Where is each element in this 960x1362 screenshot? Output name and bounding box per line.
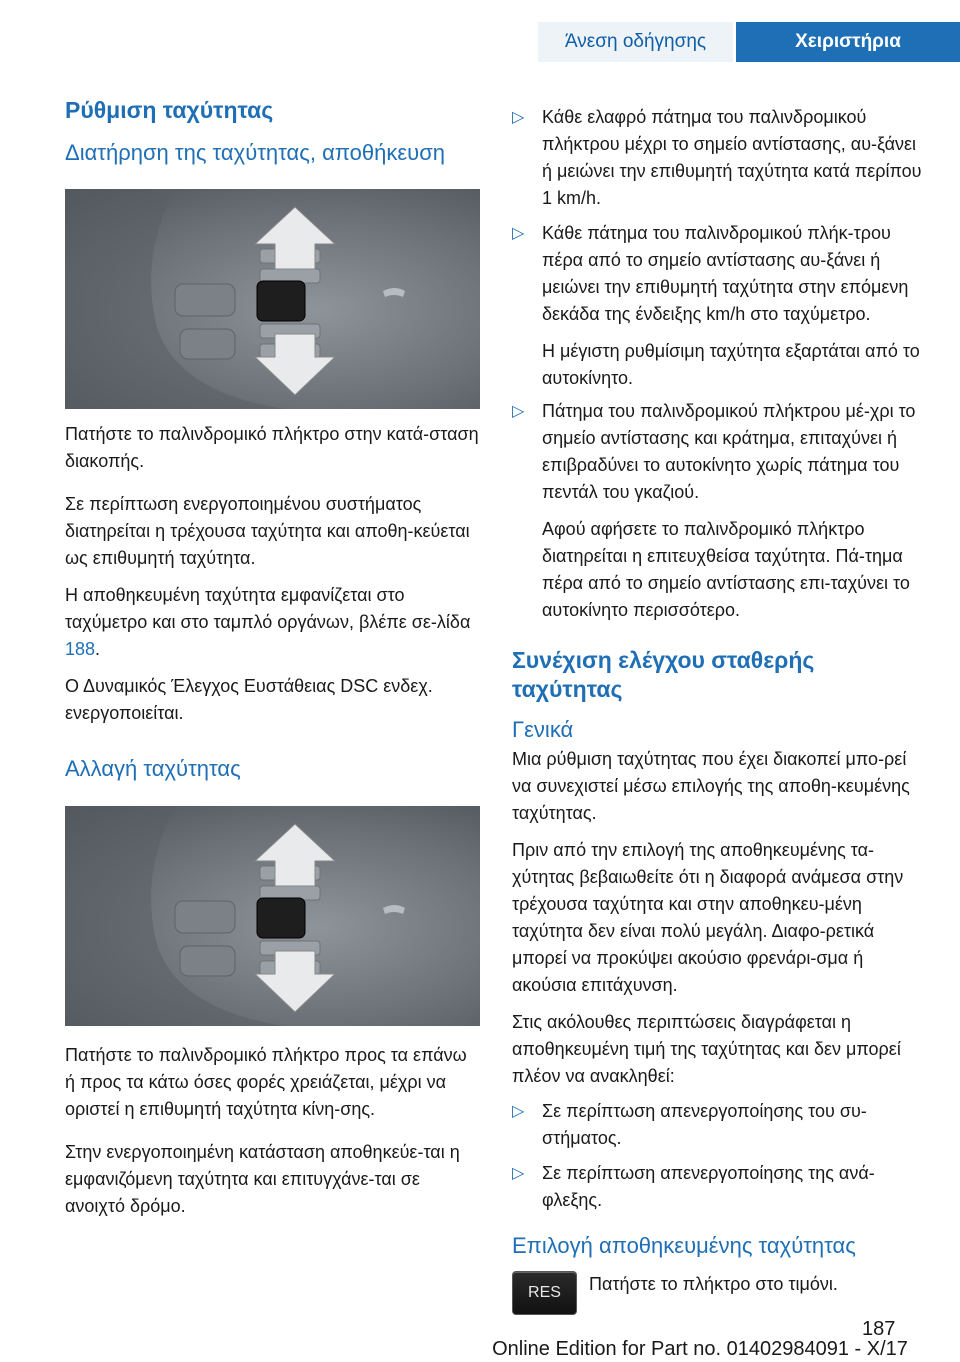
triangle-bullet-icon: ▷	[512, 1103, 525, 1121]
res-instruction	[512, 1271, 927, 1315]
paragraph-deleted-cases: Στις ακόλουθες περιπτώσεις διαγράφεται η αποθηκευμένη τιμή της ταχύτητας και δεν μπορεί πλέον να ανακληθεί:	[512, 1012, 901, 1087]
page-header	[0, 0, 960, 62]
left-column	[65, 96, 480, 1220]
subsection-title-change-speed: Αλλαγή ταχύτητας	[65, 756, 241, 782]
triangle-bullet-icon: ▷	[512, 109, 525, 126]
paragraph-resume-intro: Μια ρύθμιση ταχύτητας που έχει διακοπεί μπο-ρεί να συνεχιστεί μέσω επιλογής της αποθη-κευμένης ταχύτητας.	[512, 749, 910, 824]
list-item: ▷ Σε περίπτωση απενεργοποίησης του συ-στήματος.	[512, 1098, 927, 1152]
paragraph-dsc: Ο Δυναμικός Έλεγχος Ευστάθειας DSC ενδεχ. ενεργοποιείται.	[65, 676, 433, 724]
page-footer: Online Edition for Part no. 01402984091 - X/17	[492, 1338, 908, 1360]
triangle-bullet-icon: ▷	[512, 1165, 525, 1183]
note-after-release: Αφού αφήσετε το παλινδρομικό πλήκτρο διατηρείται η επιτευχθείσα ταχύτητα. Πά-τημα πέρα από το σημείο αντίστασης επι-ταχύνει το αυτοκίνητο περισσότερο.	[542, 519, 910, 620]
section-title: Ρύθμιση ταχύτητας	[65, 97, 274, 123]
list-item: ▷ Σε περίπτωση απενεργοποίησης της ανά-φλεξης.	[512, 1160, 927, 1214]
paragraph-press-rocker: Πατήστε το παλινδρομικό πλήκτρο στην κατά-σταση διακοπής.	[65, 424, 479, 472]
page-link-188[interactable]: 188	[65, 639, 96, 660]
paragraph-press-up-down: Πατήστε το παλινδρομικό πλήκτρο προς τα επάνω ή προς τα κάτω όσες φορές χρειάζεται, μέχρι να οριστεί η επιθυμητή ταχύτητα κίνη-σης.	[65, 1044, 467, 1119]
paragraph-stored-speed: Η αποθηκευμένη ταχύτητα εμφανίζεται στο ταχύμετρο και στο ταμπλό οργάνων, βλέπε σε-λίδα 188.	[65, 585, 471, 660]
steering-wheel-figure-2	[65, 806, 480, 1026]
steering-wheel-buttons-illustration-2	[65, 806, 480, 1026]
subsection-title-select-stored: Επιλογή αποθηκευμένης ταχύτητας	[512, 1233, 856, 1259]
triangle-bullet-icon: ▷	[512, 225, 525, 242]
subsection-title-store: Διατήρηση της ταχύτητας, αποθήκευση	[65, 139, 446, 165]
paragraph-system-active: Σε περίπτωση ενεργοποιημένου συστήματος διατηρείται η τρέχουσα ταχύτητα και αποθη-κεύεται ως επιθυμητή ταχύτητα.	[65, 494, 470, 569]
chapter-tab: Χειριστήρια	[736, 22, 960, 62]
subsection-title-general: Γενικά	[512, 716, 574, 742]
page-number: 187	[862, 1318, 896, 1340]
steering-wheel-figure-1	[65, 189, 480, 409]
note-max-speed: Η μέγιστη ρυθμίσιμη ταχύτητα εξαρτάται από το αυτοκίνητο.	[542, 341, 920, 388]
paragraph-press-res: Πατήστε το πλήκτρο στο τιμόνι.	[589, 1273, 838, 1294]
list-item: ▷ Κάθε ελαφρό πάτημα του παλινδρομικού πλήκτρου μέχρι το σημείο αντίστασης, αυ-ξάνει ή μειώνει την επιθυμητή ταχύτητα κατά περίπου 1 km/h.	[512, 104, 927, 212]
steering-wheel-buttons-illustration	[65, 189, 480, 409]
list-item: ▷ Κάθε πάτημα του παλινδρομικού πλήκ-τρου πέρα από το σημείο αντίστασης αυ-ξάνει ή μειώνει την επιθυμητή ταχύτητα στην επόμενη δεκάδα της ένδειξης km/h στο ταχύμετρο. Η μέγιστη ρυθμίσιμη ταχύτητα εξαρτάται από το αυτοκίνητο.	[512, 220, 927, 392]
triangle-bullet-icon: ▷	[512, 403, 525, 420]
right-column	[512, 104, 927, 1315]
list-item: ▷ Πάτημα του παλινδρομικού πλήκτρου μέ-χρι το σημείο αντίστασης και κράτημα, επιταχύνει ή επιβραδύνει το αυτοκίνητο χωρίς πάτημα του πεντάλ του γκαζιού. Αφού αφήσετε το παλινδρομικό πλήκτρο διατηρείται η επιτευχθείσα ταχύτητα. Πά-τημα πέρα από το σημείο αντίστασης επι-ταχύνει το αυτοκίνητο περισσότερο.	[512, 398, 927, 624]
paragraph-open-road: Στην ενεργοποιημένη κατάσταση αποθηκεύε-ται η εμφανιζόμενη ταχύτητα και επιτυγχάνε-ται σε ανοιχτό δρόμο.	[65, 1141, 460, 1216]
section-title-resume: Συνέχιση ελέγχου σταθερής ταχύτητας	[512, 647, 815, 702]
paragraph-resume-warning: Πριν από την επιλογή της αποθηκευμένης τα-χύτητας βεβαιωθείτε ότι η διαφορά ανάμεσα στην τρέχουσα ταχύτητα και στην αποθηκευ-μένη ταχύτητα δεν είναι πολύ μεγάλη. Διαφο-ρετικά μπορεί να προκύψει ακούσιο φρενάρι-σμα ή ακούσια επιτάχυνση.	[512, 840, 904, 996]
section-tab: Άνεση οδήγησης	[538, 22, 733, 62]
res-button-icon: RES	[512, 1271, 577, 1315]
